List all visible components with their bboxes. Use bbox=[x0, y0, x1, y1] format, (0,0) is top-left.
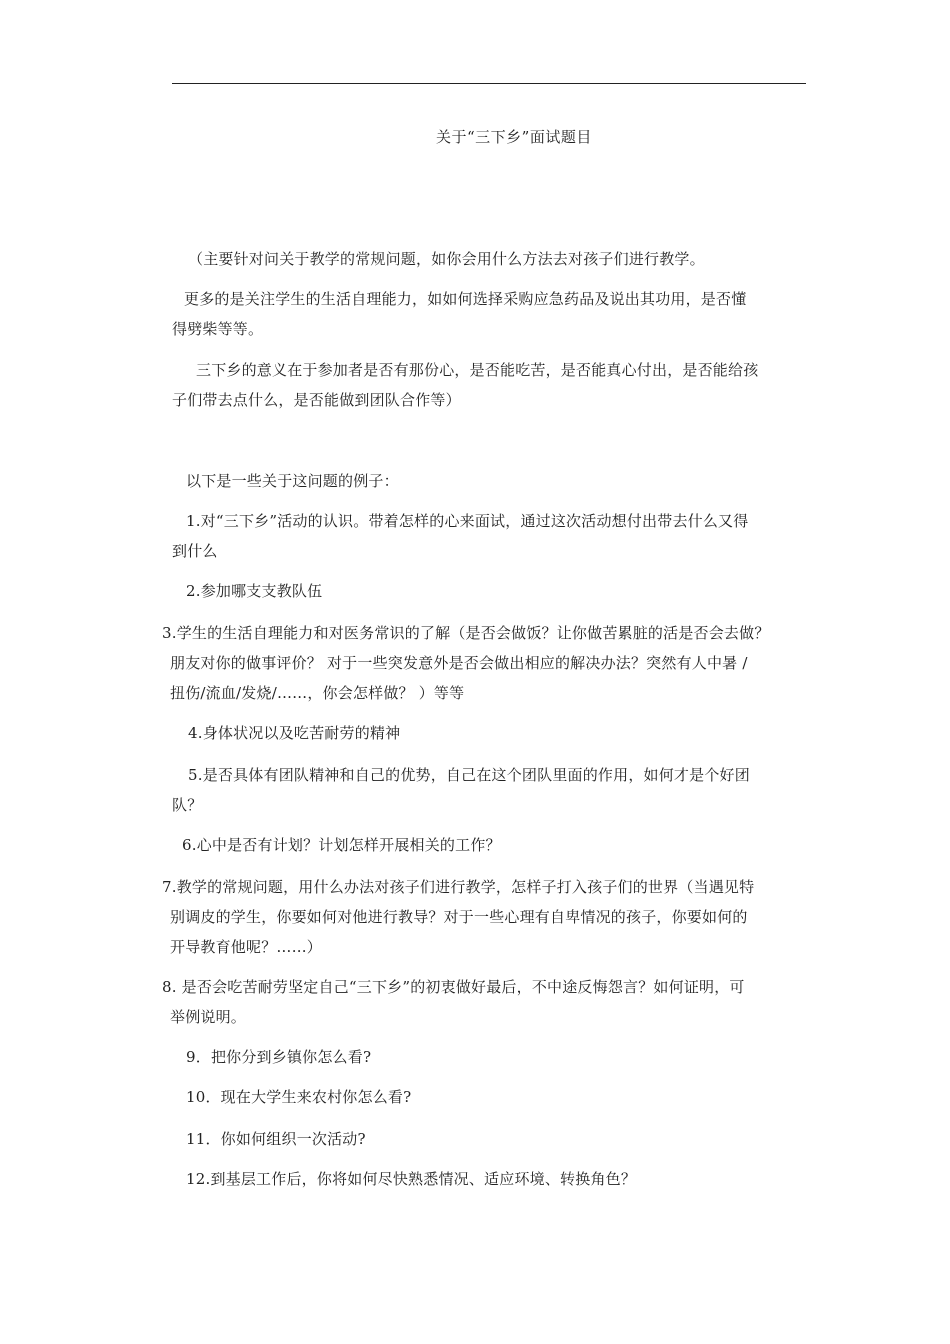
document-title: 关于“三下乡”面试题目 bbox=[436, 128, 592, 146]
intro-line-1: （主要针对问关于教学的常规问题，如你会用什么方法去对孩子们进行教学。 bbox=[188, 250, 705, 268]
question-7-line-3: 开导教育他呢？……） bbox=[170, 938, 323, 956]
question-4: 4.身体状况以及吃苦耐劳的精神 bbox=[188, 724, 401, 742]
intro-line-3: 得劈柴等等。 bbox=[172, 320, 264, 338]
question-5-line-2: 队？ bbox=[172, 796, 203, 814]
question-6: 6.心中是否有计划？计划怎样开展相关的工作？ bbox=[182, 836, 501, 854]
question-1-line-1: 1.对“三下乡”活动的认识。带着怎样的心来面试，通过这次活动想付出带去什么又得 bbox=[186, 512, 749, 530]
question-3-line-2: 朋友对你的做事评价？ 对于一些突发意外是否会做出相应的解决办法？突然有人中暑 / bbox=[170, 654, 748, 672]
header-rule bbox=[172, 83, 806, 84]
question-3-line-1: 3.学生的生活自理能力和对医务常识的了解（是否会做饭？让你做苦累脏的活是否会去做？ bbox=[162, 624, 770, 642]
question-3-line-3: 扭伤/流血/发烧/……，你会怎样做？ ）等等 bbox=[170, 684, 465, 702]
question-7-line-2: 别调皮的学生，你要如何对他进行教导？对于一些心理有自卑情况的孩子，你要如何的 bbox=[170, 908, 748, 926]
question-9: 9．把你分到乡镇你怎么看? bbox=[186, 1048, 372, 1066]
question-1-line-2: 到什么 bbox=[172, 542, 218, 560]
question-10: 10．现在大学生来农村你怎么看? bbox=[186, 1088, 412, 1106]
question-11: 11．你如何组织一次活动? bbox=[186, 1130, 366, 1148]
intro-line-2: 更多的是关注学生的生活自理能力，如如何选择采购应急药品及说出其功用，是否懂 bbox=[184, 290, 747, 308]
examples-lead: 以下是一些关于这问题的例子： bbox=[186, 472, 399, 490]
question-2: 2.参加哪支支教队伍 bbox=[186, 582, 323, 600]
question-8-line-2: 举例说明。 bbox=[170, 1008, 247, 1026]
question-8-line-1: 8. 是否会吃苦耐劳坚定自己“三下乡”的初衷做好最后，不中途反悔怨言？如何证明，可 bbox=[162, 978, 745, 996]
question-7-line-1: 7.教学的常规问题，用什么办法对孩子们进行教学，怎样子打入孩子们的世界（当遇见特 bbox=[162, 878, 755, 896]
question-5-line-1: 5.是否具体有团队精神和自己的优势，自己在这个团队里面的作用，如何才是个好团 bbox=[188, 766, 750, 784]
question-12: 12.到基层工作后，你将如何尽快熟悉情况、适应环境、转换角色？ bbox=[186, 1170, 637, 1188]
intro-line-5: 子们带去点什么，是否能做到团队合作等） bbox=[172, 391, 461, 409]
intro-line-4: 三下乡的意义在于参加者是否有那份心，是否能吃苦，是否能真心付出，是否能给孩 bbox=[196, 361, 759, 379]
